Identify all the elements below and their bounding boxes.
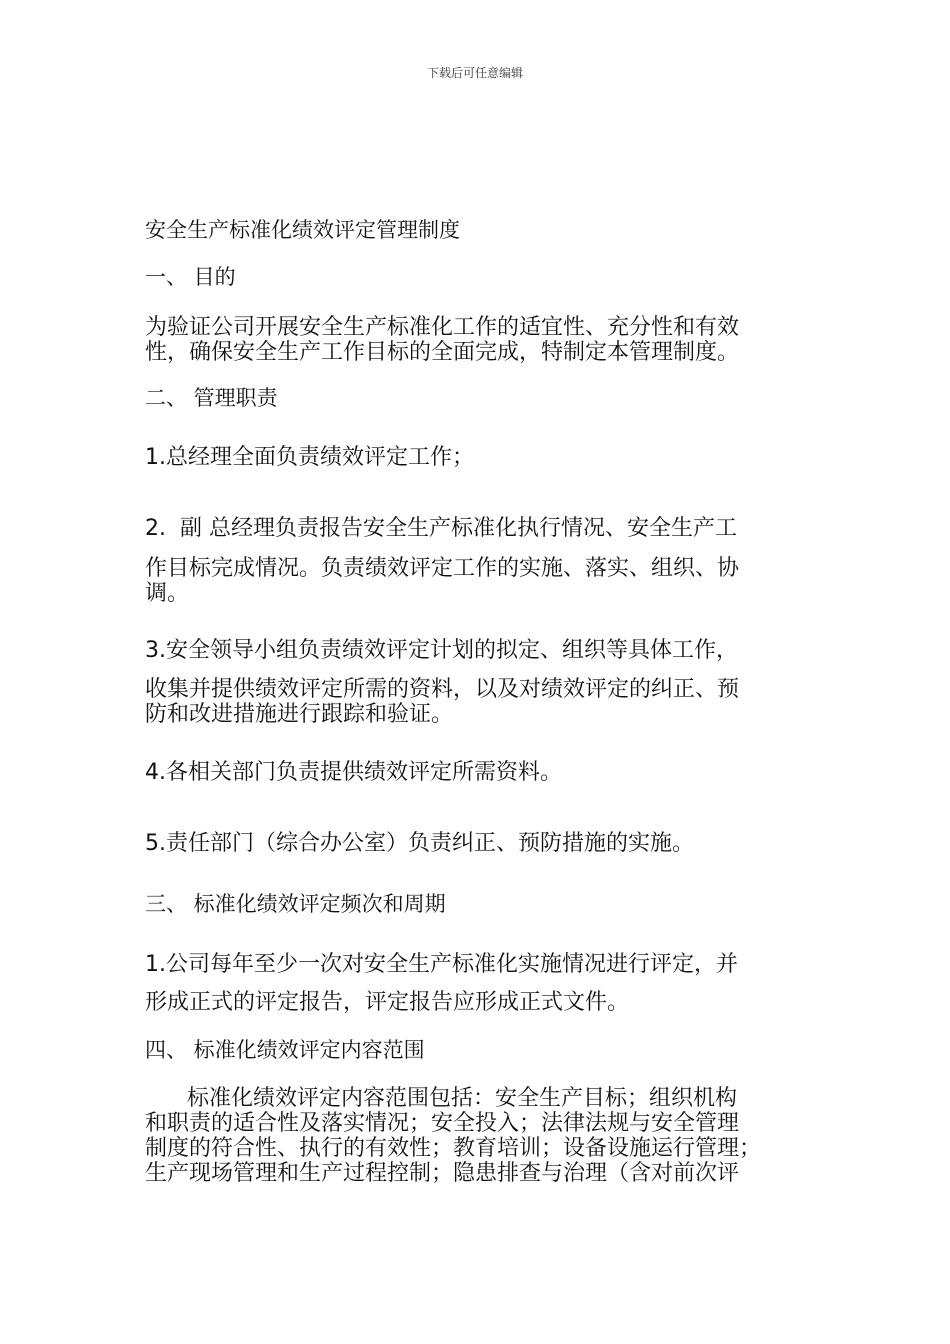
list-item: [145, 516, 800, 541]
list-item-continuation: [145, 677, 800, 727]
list-item-line: [145, 638, 800, 663]
list-item-number: 1.: [145, 445, 166, 470]
list-item: [145, 831, 800, 856]
header-note: 下载后可任意编辑: [426, 66, 523, 80]
list-item-line: [145, 831, 800, 856]
list-item-line: 作目标完成情况。负责绩效评定工作的实施、落实、组织、协: [145, 556, 740, 581]
list-item-line: 形成正式的评定报告，评定报告应形成正式文件。: [145, 990, 630, 1015]
list-item: [145, 760, 800, 785]
paragraph-line: 性，确保安全生产工作目标的全面完成，特制定本管理制度。: [145, 340, 740, 365]
list-item: [145, 952, 800, 977]
list-item-line: 收集并提供绩效评定所需的资料，以及对绩效评定的纠正、预: [145, 677, 740, 702]
list-item-text: 副 总经理负责报告安全生产标准化执行情况、安全生产工: [180, 516, 737, 541]
list-item-text: 安全领导小组负责绩效评定计划的拟定、组织等具体工作，: [166, 638, 739, 663]
list-item-number: 2.: [145, 516, 166, 541]
list-item-line: [145, 760, 800, 785]
list-item-number: 3.: [145, 638, 166, 663]
list-item: [145, 445, 800, 470]
list-item-line: [145, 445, 800, 470]
list-item-number: 1.: [145, 952, 166, 977]
list-item-continuation: [145, 556, 800, 606]
paragraph-line: 生产现场管理和生产过程控制；隐患排查与治理（含对前次评: [145, 1161, 740, 1186]
section-heading-purpose: 一、 目的: [145, 265, 236, 289]
list-item: [145, 638, 800, 663]
paragraph-scope: [145, 1086, 800, 1186]
list-item-continuation: [145, 990, 800, 1015]
list-item-line: [145, 516, 800, 541]
paragraph-line: 和职责的适合性及落实情况；安全投入；法律法规与安全管理: [145, 1111, 740, 1136]
paragraph-line: 制度的符合性、执行的有效性；教育培训；设备设施运行管理；: [145, 1136, 762, 1161]
list-item-text: 各相关部门负责提供绩效评定所需资料。: [166, 760, 563, 785]
list-item-line: [145, 952, 800, 977]
section-heading-scope: 四、 标准化绩效评定内容范围: [145, 1038, 425, 1062]
list-item-line: 调。: [145, 581, 190, 606]
document-title: 安全生产标准化绩效评定管理制度: [145, 218, 460, 242]
paragraph-purpose: [145, 315, 800, 365]
list-item-text: 责任部门（综合办公室）负责纠正、预防措施的实施。: [166, 831, 695, 856]
list-item-line: 防和改进措施进行跟踪和验证。: [145, 702, 454, 727]
section-heading-responsibilities: 二、 管理职责: [145, 386, 278, 410]
list-item-text: 公司每年至少一次对安全生产标准化实施情况进行评定，并: [166, 952, 739, 977]
list-item-number: 4.: [145, 760, 166, 785]
list-item-text: 总经理全面负责绩效评定工作；: [166, 445, 475, 470]
list-item-number: 5.: [145, 831, 166, 856]
paragraph-line: 标准化绩效评定内容范围包括：安全生产目标；组织机构: [187, 1086, 738, 1111]
paragraph-line: 为验证公司开展安全生产标准化工作的适宜性、充分性和有效: [145, 315, 740, 340]
section-heading-frequency: 三、 标准化绩效评定频次和周期: [145, 892, 446, 916]
